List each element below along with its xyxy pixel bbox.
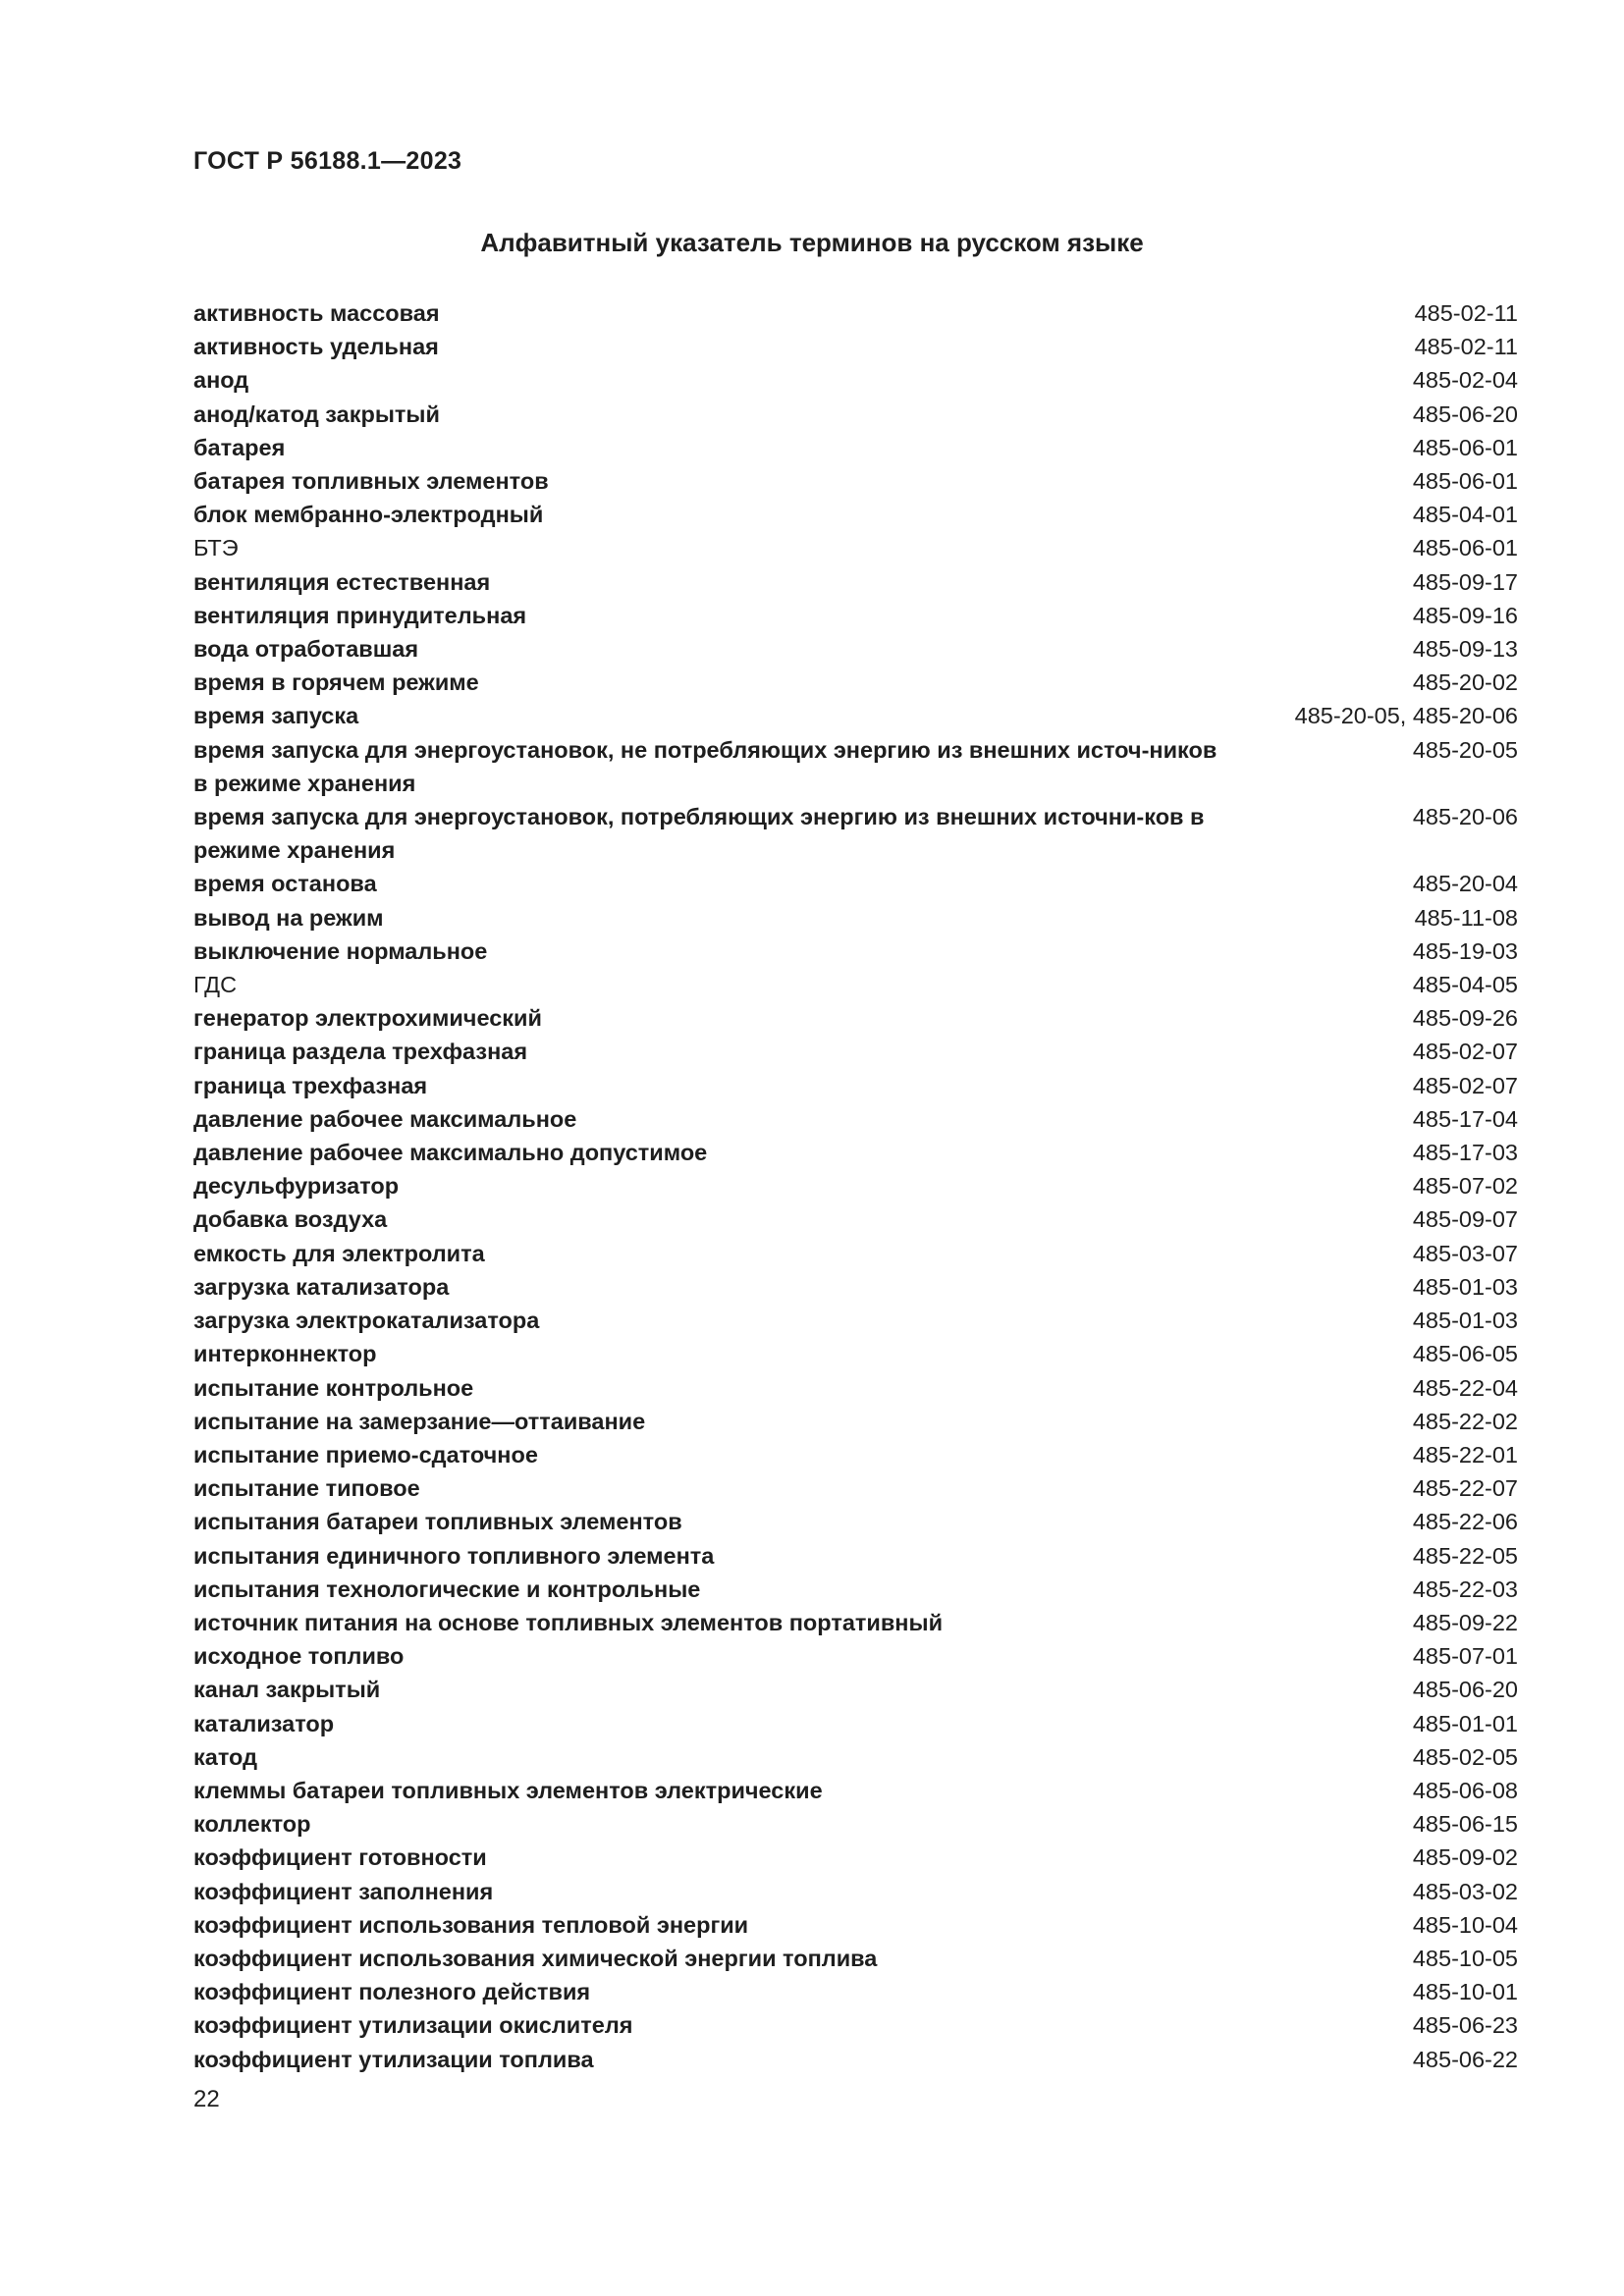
index-reference: 485-11-08 xyxy=(1414,904,1518,931)
index-entry xyxy=(193,1438,1518,1471)
index-term: источник питания на основе топливных элементов портативный xyxy=(193,1609,944,1635)
index-reference: 485-22-05 xyxy=(1412,1542,1518,1569)
index-entry xyxy=(193,1740,1518,1774)
index-reference: 485-22-04 xyxy=(1412,1374,1518,1401)
index-term: емкость для электролита xyxy=(193,1240,485,1266)
index-term: батарея xyxy=(193,434,286,460)
index-reference: 485-01-01 xyxy=(1412,1710,1518,1736)
index-reference: 485-06-20 xyxy=(1412,400,1518,427)
index-entry xyxy=(193,296,1518,330)
index-reference: 485-22-03 xyxy=(1412,1575,1518,1602)
index-reference: 485-04-05 xyxy=(1412,972,1518,998)
index-entry xyxy=(193,1405,1518,1438)
index-term: загрузка катализатора xyxy=(193,1273,450,1300)
index-term: вентиляция принудительная xyxy=(193,602,527,628)
index-term: катализатор xyxy=(193,1710,335,1736)
index-term: давление рабочее максимально допустимое xyxy=(193,1140,708,1166)
index-reference: 485-22-06 xyxy=(1412,1509,1518,1535)
index-reference: 485-07-02 xyxy=(1412,1173,1518,1200)
index-term: испытание типовое xyxy=(193,1475,420,1502)
index-entry xyxy=(193,1975,1518,2008)
index-term: коэффициент утилизации окислителя xyxy=(193,2012,633,2039)
index-reference: 485-09-13 xyxy=(1412,636,1518,663)
index-reference: 485-09-16 xyxy=(1412,602,1518,628)
index-entry xyxy=(193,1169,1518,1202)
index-entry xyxy=(193,1539,1518,1573)
index-entry xyxy=(193,398,1518,431)
index-entry xyxy=(193,1807,1518,1841)
index-entry xyxy=(193,1136,1518,1169)
index-entry xyxy=(193,1035,1518,1068)
index-term: время запуска xyxy=(193,703,359,729)
index-entry xyxy=(193,1908,1518,1942)
index-entry xyxy=(193,1270,1518,1304)
index-term: клеммы батареи топливных элементов электрические xyxy=(193,1777,823,1803)
index-entry xyxy=(193,632,1518,666)
index-title: Алфавитный указатель терминов на русском языке xyxy=(480,228,1144,257)
index-reference: 485-20-05 xyxy=(1412,736,1518,763)
index-term: канал закрытый xyxy=(193,1677,381,1703)
index-reference: 485-03-07 xyxy=(1412,1240,1518,1266)
index-reference: 485-20-02 xyxy=(1412,669,1518,696)
index-reference: 485-17-04 xyxy=(1412,1105,1518,1132)
index-reference: 485-10-05 xyxy=(1412,1945,1518,1971)
index-term: десульфуризатор xyxy=(193,1173,400,1200)
index-reference: 485-17-03 xyxy=(1412,1140,1518,1166)
index-entry xyxy=(193,733,1518,800)
document-code: ГОСТ Р 56188.1—2023 xyxy=(193,147,462,175)
index-term: загрузка электрокатализатора xyxy=(193,1308,540,1334)
index-entry xyxy=(193,800,1518,867)
index-entry xyxy=(193,1707,1518,1740)
index-entry xyxy=(193,1102,1518,1136)
index-term: давление рабочее максимальное xyxy=(193,1105,577,1132)
index-entry xyxy=(193,1606,1518,1639)
index-reference: 485-07-01 xyxy=(1412,1643,1518,1670)
index-term: время запуска для энергоустановок, потребляющих энергию из внешних источни-ков в режиме хранения xyxy=(193,804,1205,864)
index-term: испытание контрольное xyxy=(193,1374,474,1401)
index-term: исходное топливо xyxy=(193,1643,405,1670)
index-entry xyxy=(193,431,1518,464)
index-reference: 485-06-01 xyxy=(1412,535,1518,561)
index-term: испытания батареи топливных элементов xyxy=(193,1509,682,1535)
index-term: БТЭ xyxy=(193,535,239,561)
index-entry xyxy=(193,1505,1518,1538)
index-entry xyxy=(193,1237,1518,1270)
index-entry xyxy=(193,1304,1518,1337)
index-entry xyxy=(193,599,1518,632)
index-reference: 485-02-11 xyxy=(1414,300,1518,326)
index-entry xyxy=(193,464,1518,498)
index-reference: 485-01-03 xyxy=(1412,1308,1518,1334)
index-term: активность массовая xyxy=(193,300,440,326)
index-term: время в горячем режиме xyxy=(193,669,479,696)
index-term: испытания единичного топливного элемента xyxy=(193,1542,715,1569)
index-term: генератор электрохимический xyxy=(193,1005,542,1032)
index-term: коэффициент использования тепловой энергии xyxy=(193,1911,749,1938)
index-term: время останова xyxy=(193,871,377,897)
index-term: активность удельная xyxy=(193,334,439,360)
index-reference: 485-06-22 xyxy=(1412,2046,1518,2072)
index-term: анод xyxy=(193,367,249,394)
index-entry xyxy=(193,1001,1518,1035)
index-term: катод xyxy=(193,1743,257,1770)
index-entry xyxy=(193,565,1518,599)
index-reference: 485-10-01 xyxy=(1412,1979,1518,2005)
index-term: граница раздела трехфазная xyxy=(193,1039,528,1065)
index-entry xyxy=(193,1471,1518,1505)
index-entry xyxy=(193,1639,1518,1673)
index-term: коэффициент полезного действия xyxy=(193,1979,591,2005)
index-entry xyxy=(193,2008,1518,2042)
index-term: испытания технологические и контрольные xyxy=(193,1575,701,1602)
index-reference: 485-04-01 xyxy=(1412,502,1518,528)
index-reference: 485-20-04 xyxy=(1412,871,1518,897)
index-reference: 485-06-08 xyxy=(1412,1777,1518,1803)
index-reference: 485-09-17 xyxy=(1412,568,1518,595)
index-entry xyxy=(193,867,1518,900)
page-number: 22 xyxy=(193,2086,220,2112)
index-term: вода отработавшая xyxy=(193,636,419,663)
index-entry xyxy=(193,1875,1518,1908)
index-term: коллектор xyxy=(193,1811,311,1838)
index-term: испытание на замерзание—оттаивание xyxy=(193,1408,646,1434)
index-entry xyxy=(193,1573,1518,1606)
index-reference: 485-06-01 xyxy=(1412,434,1518,460)
index-reference: 485-09-22 xyxy=(1412,1609,1518,1635)
index-entry xyxy=(193,1371,1518,1405)
index-reference: 485-01-03 xyxy=(1412,1273,1518,1300)
index-reference: 485-22-01 xyxy=(1412,1441,1518,1468)
index-reference: 485-06-23 xyxy=(1412,2012,1518,2039)
index-entry xyxy=(193,498,1518,531)
index-term: выключение нормальное xyxy=(193,937,488,964)
index-entry xyxy=(193,363,1518,397)
index-entry xyxy=(193,1942,1518,1975)
index-term: блок мембранно-электродный xyxy=(193,502,544,528)
index-term: коэффициент утилизации топлива xyxy=(193,2046,594,2072)
index-reference: 485-02-07 xyxy=(1412,1072,1518,1098)
index-entry xyxy=(193,934,1518,968)
index-term: время запуска для энергоустановок, не потребляющих энергию из внешних источ-ников в режиме хранения xyxy=(193,736,1218,796)
index-entry xyxy=(193,330,1518,363)
index-entry xyxy=(193,666,1518,699)
index-term: ГДС xyxy=(193,972,238,998)
index-entry xyxy=(193,1841,1518,1874)
index-reference: 485-22-02 xyxy=(1412,1408,1518,1434)
index-reference: 485-09-26 xyxy=(1412,1005,1518,1032)
index-reference: 485-02-04 xyxy=(1412,367,1518,394)
index-term: граница трехфазная xyxy=(193,1072,428,1098)
index-entry xyxy=(193,1337,1518,1370)
index-reference: 485-09-02 xyxy=(1412,1844,1518,1871)
index-entry xyxy=(193,1202,1518,1236)
index-entry xyxy=(193,699,1518,732)
index-term: вывод на режим xyxy=(193,904,384,931)
index-reference: 485-03-02 xyxy=(1412,1878,1518,1904)
index-reference: 485-20-05, 485-20-06 xyxy=(1294,703,1518,729)
index-reference: 485-02-07 xyxy=(1412,1039,1518,1065)
index-reference: 485-06-01 xyxy=(1412,468,1518,495)
index-reference: 485-20-06 xyxy=(1412,804,1518,830)
index-reference: 485-10-04 xyxy=(1412,1911,1518,1938)
index-term: коэффициент заполнения xyxy=(193,1878,494,1904)
index-entry xyxy=(193,968,1518,1001)
term-index-list xyxy=(193,296,1518,2076)
index-entry xyxy=(193,1774,1518,1807)
index-reference: 485-06-05 xyxy=(1412,1341,1518,1367)
index-term: батарея топливных элементов xyxy=(193,468,549,495)
index-entry xyxy=(193,531,1518,564)
index-reference: 485-22-07 xyxy=(1412,1475,1518,1502)
index-term: коэффициент использования химической энергии топлива xyxy=(193,1945,878,1971)
index-term: испытание приемо-сдаточное xyxy=(193,1441,538,1468)
index-term: вентиляция естественная xyxy=(193,568,491,595)
index-reference: 485-02-05 xyxy=(1412,1743,1518,1770)
index-entry xyxy=(193,1069,1518,1102)
index-reference: 485-06-15 xyxy=(1412,1811,1518,1838)
index-reference: 485-09-07 xyxy=(1412,1206,1518,1233)
index-term: добавка воздуха xyxy=(193,1206,388,1233)
index-entry xyxy=(193,901,1518,934)
index-reference: 485-19-03 xyxy=(1412,937,1518,964)
index-reference: 485-02-11 xyxy=(1414,334,1518,360)
index-entry xyxy=(193,1673,1518,1706)
index-reference: 485-06-20 xyxy=(1412,1677,1518,1703)
index-term: коэффициент готовности xyxy=(193,1844,487,1871)
index-term: анод/катод закрытый xyxy=(193,400,440,427)
index-entry xyxy=(193,2043,1518,2076)
index-term: интерконнектор xyxy=(193,1341,377,1367)
